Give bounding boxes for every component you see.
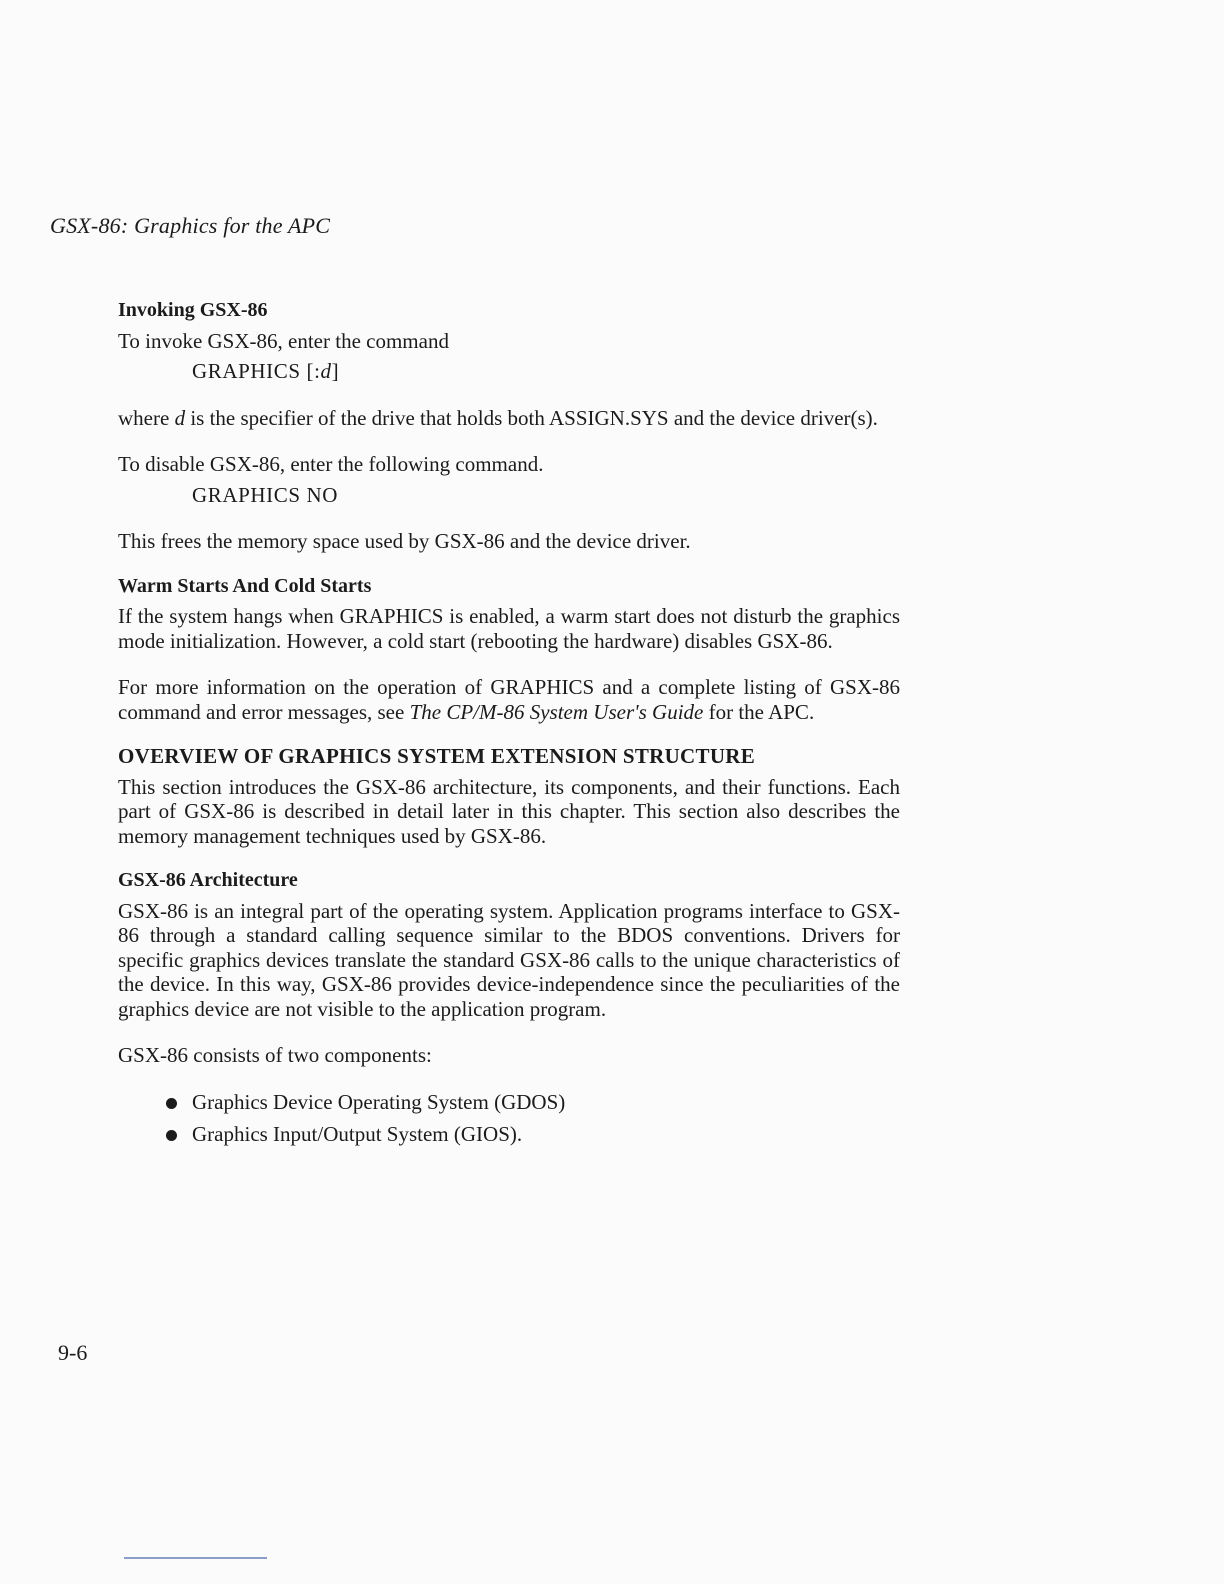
scan-edge-line [124,1557,267,1559]
command-close: ] [331,359,340,383]
command-main: GRAPHICS [: [192,359,321,383]
bullet-icon [166,1130,177,1141]
list-item: Graphics Input/Output System (GIOS). [118,1122,900,1147]
invoke-intro: To invoke GSX-86, enter the command [118,328,449,353]
page-content [118,298,900,1155]
overview-paragraph: This section introduces the GSX-86 architecture, its components, and their functions. Each part of GSX-86 is described in detail later in this chapter. This section also describes the memory management techniques used by GSX-86. [118,774,900,848]
disable-paragraph: To disable GSX-86, enter the following command. [118,452,544,476]
components-list [118,1090,900,1147]
heading-invoking: Invoking GSX-86 [118,299,268,321]
components-intro: GSX-86 consists of two components: [118,1043,432,1067]
architecture-paragraph: GSX-86 is an integral part of the operating system. Application programs interface to GSX-86 through a standard calling sequence similar to the BDOS conventions. Drivers for specific graphics devices translate the standard GSX-86 calls to the unique characteristics of the device. In this way, GSX-86 provides device-independence since the peculiarities of the graphics device are not visible to the application program. [118,898,900,1021]
graphics-no-command: GRAPHICS NO [192,482,339,507]
list-item: Graphics Device Operating System (GDOS) [118,1090,900,1115]
guide-title: The CP/M-86 System User's Guide [409,699,704,724]
command-param: d [320,359,332,383]
frees-paragraph: This frees the memory space used by GSX-86 and the device driver. [118,529,691,553]
page-number: 9-6 [58,1340,88,1365]
drive-var: d [174,405,186,430]
where-paragraph: where d is the specifier of the drive that holds both ASSIGN.SYS and the device driver(s). [118,405,878,430]
heading-warm-cold: Warm Starts And Cold Starts [118,574,372,597]
heading-overview: OVERVIEW OF GRAPHICS SYSTEM EXTENSION STRUCTURE [118,744,756,768]
more-info-paragraph: For more information on the operation of GRAPHICS and a complete listing of GSX-86 command and error messages, see The CP/M-86 System User's Guide for the APC. [118,675,900,724]
heading-architecture: GSX-86 Architecture [118,869,298,891]
bullet-icon [166,1098,177,1109]
graphics-command [192,359,900,384]
running-head: GSX-86: Graphics for the APC [50,213,331,238]
warm-cold-paragraph: If the system hangs when GRAPHICS is enabled, a warm start does not disturb the graphics mode initialization. However, a cold start (rebooting the hardware) disables GSX-86. [118,604,900,653]
